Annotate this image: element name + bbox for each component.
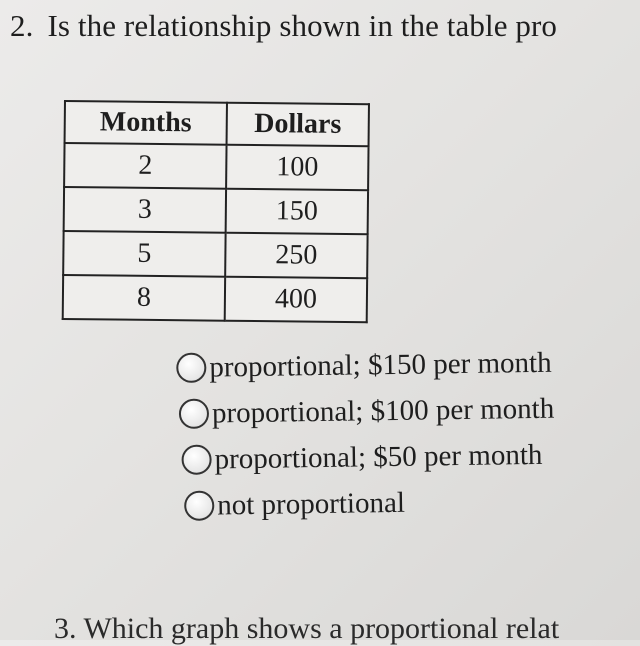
table-row — [64, 143, 368, 190]
question-3 — [54, 612, 559, 646]
table-cell-months: 2 — [64, 143, 226, 189]
table-cell-months: 5 — [63, 231, 225, 277]
answer-options — [176, 340, 556, 529]
data-table-container — [62, 100, 370, 323]
question-number: 2. — [10, 8, 34, 43]
table-cell-dollars: 150 — [226, 189, 368, 234]
question-text: Which graph shows a proportional relat — [83, 612, 560, 645]
answer-option-label: proportional; $150 per month — [209, 346, 552, 384]
answer-option-4[interactable] — [184, 478, 556, 529]
radio-button-icon[interactable] — [179, 399, 209, 429]
table-cell-dollars: 250 — [225, 233, 367, 278]
table-cell-months: 3 — [64, 187, 226, 233]
radio-button-icon[interactable] — [184, 490, 214, 520]
table-cell-dollars: 100 — [226, 145, 368, 190]
table-header-row — [65, 101, 369, 146]
answer-option-label: proportional; $50 per month — [214, 438, 543, 475]
answer-option-3[interactable] — [181, 432, 555, 483]
radio-button-icon[interactable] — [176, 353, 206, 383]
answer-option-label: proportional; $100 per month — [211, 392, 555, 430]
answer-option-1[interactable] — [176, 340, 554, 391]
table-cell-months: 8 — [63, 275, 225, 321]
column-header-dollars: Dollars — [227, 103, 369, 146]
months-dollars-table — [62, 100, 370, 323]
column-header-months: Months — [65, 101, 227, 145]
question-2 — [10, 8, 557, 44]
radio-button-icon[interactable] — [181, 445, 211, 475]
question-number: 3. — [54, 612, 77, 645]
table-row — [63, 231, 367, 278]
table-cell-dollars: 400 — [225, 277, 367, 322]
table-row — [63, 275, 367, 322]
answer-option-2[interactable] — [179, 386, 555, 437]
answer-option-label: not proportional — [217, 486, 406, 521]
question-text: Is the relationship shown in the table pro — [47, 8, 558, 43]
table-row — [64, 187, 368, 234]
